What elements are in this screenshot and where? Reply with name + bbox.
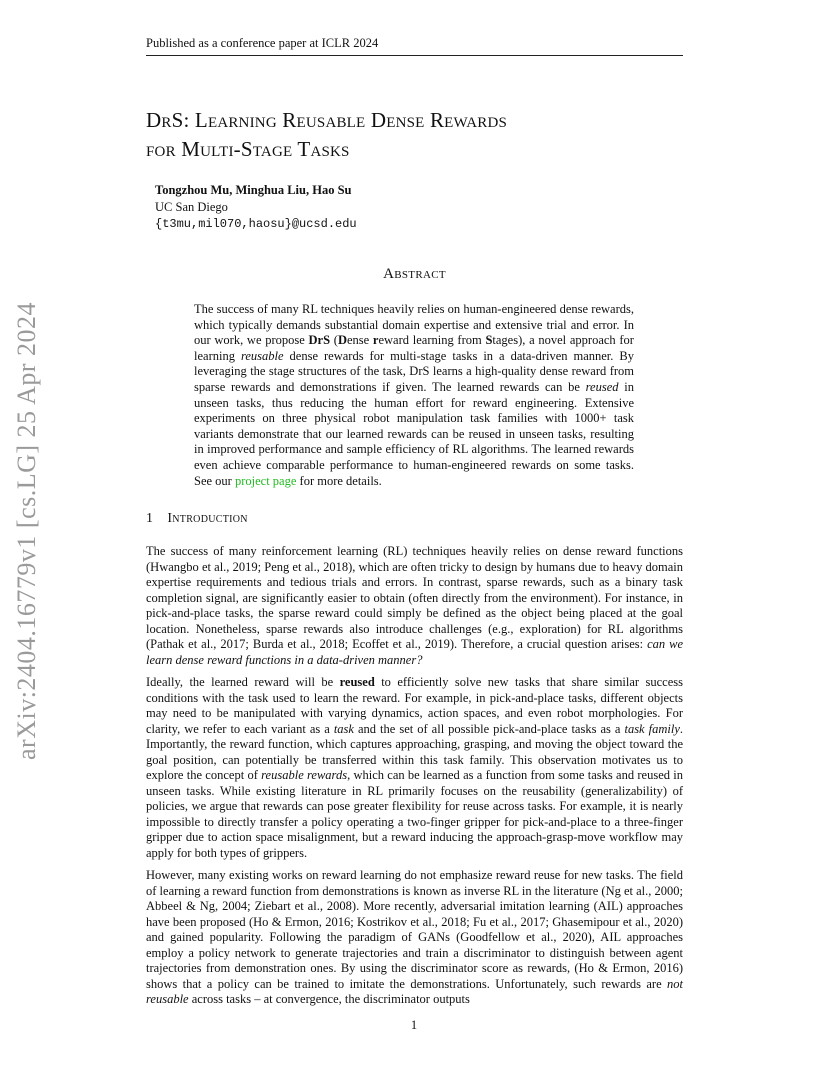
- author-names: Tongzhou Mu, Minghua Liu, Hao Su: [155, 183, 352, 197]
- paper-title: [146, 106, 706, 164]
- abstract-heading: Abstract: [383, 266, 446, 282]
- section-title: Introduction: [167, 511, 248, 526]
- paragraph-1: The success of many reinforcement learning (RL) techniques heavily relies on dense reward functions (Hwangbo et al., 2019; Peng et al., 2018), which are often tricky to design by humans due to heavy domain expertise requirements and tedious trials and errors. In contrast, sparse rewards, such as a binary task completion signal, are significantly easier to obtain (often directly from the environment). For instance, in pick-and-place tasks, the sparse reward could simply be defined as the object being placed at the goal location. Nonetheless, sparse rewards also introduce challenges (e.g., exploration) for RL algorithms (Pathak et al., 2017; Burda et al., 2018; Ecoffet et al., 2019). Therefore, a crucial question arises: can we learn dense reward functions in a data-driven manner?: [146, 544, 684, 667]
- section-heading-introduction: [146, 511, 248, 527]
- author-email[interactable]: {t3mu,mil070,haosu}@ucsd.edu: [155, 217, 357, 231]
- abstract-text: The success of many RL techniques heavily relies on human-engineered dense rewards, which typically demands substantial domain expertise and extensive trial and error. In our work, we propose DrS (Dense reward learning from Stages), a novel approach for learning reusable dense rewards for multi-stage tasks in a data-driven manner. By leveraging the stage structures of the task, DrS learns a high-quality dense reward from sparse rewards and demonstrations if given. The learned rewards can be reused in unseen tasks, thus reducing the human effort for reward engineering. Extensive experiments on three physical robot manipulation task families with 1000+ task variants demonstrate that our learned rewards can be reused in unseen tasks, resulting in improved performance and sample efficiency of RL algorithms. The learned rewards even achieve comparable performance to human-engineered rewards on some tasks. See our project page for more details.: [194, 302, 634, 488]
- paragraph-3: However, many existing works on reward learning do not emphasize reward reuse for new tasks. The field of learning a reward function from demonstrations is known as inverse RL in the literature (Ng et al., 2000; Abbeel & Ng, 2004; Ziebart et al., 2008). More recently, adversarial imitation learning (AIL) approaches have been proposed (Ho & Ermon, 2016; Kostrikov et al., 2018; Fu et al., 2017; Ghasemipour et al., 2020) and gained popularity. Following the paradigm of GANs (Goodfellow et al., 2020), AIL approaches employ a policy network to generate trajectories and train a discriminator to distinguish between agent trajectories from demonstration ones. By using the discriminator score as rewards, (Ho & Ermon, 2016) shows that a policy can be trained to imitate the demonstrations. Unfortunately, such rewards are not reusable across tasks – at convergence, the discriminator outputs: [146, 868, 683, 1006]
- running-header: Published as a conference paper at ICLR 2024: [146, 36, 683, 56]
- paragraph-2: Ideally, the learned reward will be reused to efficiently solve new tasks that share similar success conditions with the task used to learn the reward. For example, in pick-and-place tasks, different objects may need to be manipulated with varying dynamics, action spaces, and even robot morphologies. For clarity, we refer to each variant as a task and the set of all possible pick-and-place tasks as a task family. Importantly, the reward function, which captures approaching, grasping, and moving the object toward the goal position, can potentially be transferred within this task family. This observation motivates us to explore the concept of reusable rewards, which can be learned as a function from some tasks and reused in unseen tasks. While existing literature in RL primarily focuses on the reusability (generalizability) of policies, we argue that rewards can pose greater flexibility for reuse across tasks. For example, it is nearly impossible to directly transfer a policy operating a two-finger gripper for pick-and-place to a three-finger gripper due to action space misalignment, but a reward inducing the approach-grasp-move workflow may apply for both types of grippers.: [146, 675, 684, 860]
- arxiv-stamp: arXiv:2404.16779v1 [cs.LG] 25 Apr 2024: [12, 301, 41, 760]
- section-number: 1: [146, 511, 154, 526]
- title-line-1: DrS: Learning Reusable Dense Rewards: [146, 108, 508, 132]
- introduction-body: [146, 544, 683, 1015]
- affiliation: UC San Diego: [155, 200, 228, 214]
- page-number: 1: [410, 1018, 418, 1032]
- title-line-2: for Multi-Stage Tasks: [146, 137, 350, 161]
- author-block: [155, 182, 357, 233]
- project-page-link[interactable]: project page: [234, 473, 297, 488]
